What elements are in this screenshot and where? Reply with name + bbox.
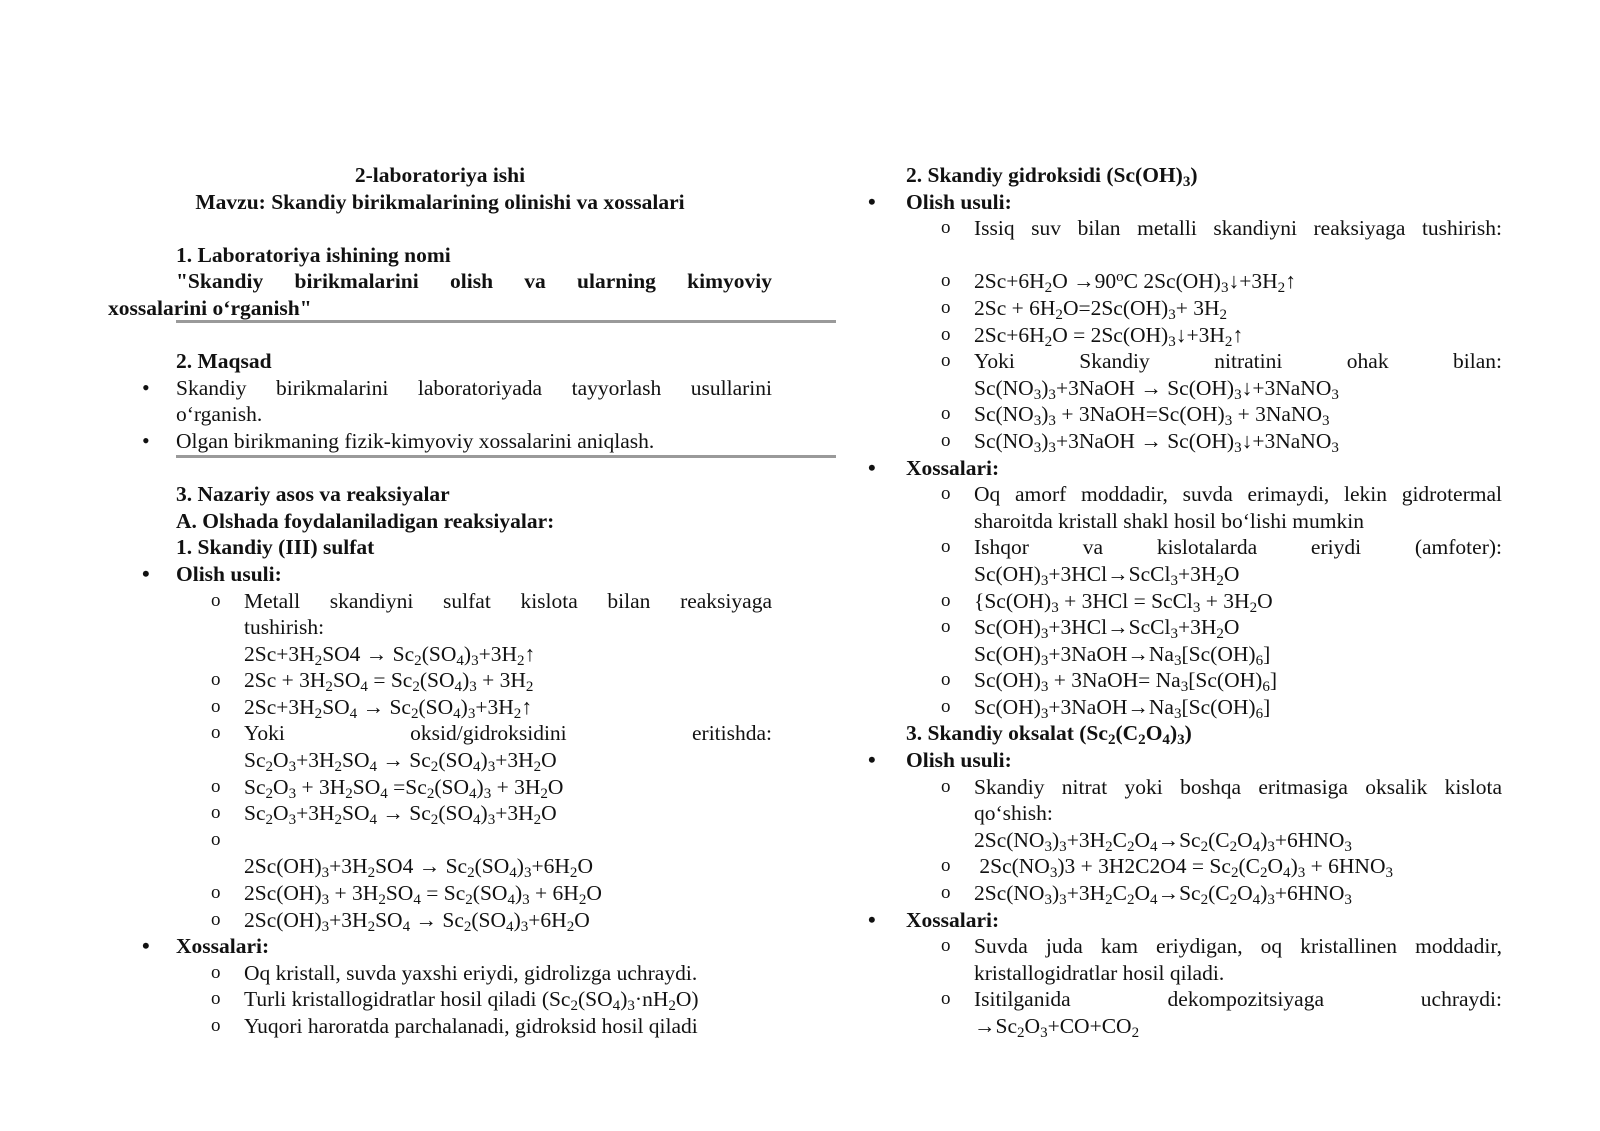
section-divider (176, 320, 836, 323)
equation: $2Sc(NO_3)_3+3H_2C_2O_4\to Sc_2(C_2O_4)_3+6HNO_3$ (974, 827, 1352, 855)
olish-label: • Olish usuli: (866, 189, 1502, 216)
method-1-line2: tushirish: (244, 615, 325, 640)
section-3-heading: 3. Nazariy asos va reaksiyalar (176, 482, 450, 507)
lab-title: 2-laboratoriya ishi (354, 163, 526, 187)
equation: o $2Sc + 6H_2O=2Sc(OH)_3+ 3H_2$ (866, 295, 1502, 322)
item-1-title: 1. Skandiy (III) sulfat (176, 535, 375, 560)
xossalari-label: • Xossalari: (108, 933, 772, 960)
left-column (108, 162, 772, 1040)
equation: o $2Sc + 3H_2SO_4 = Sc_2(SO_4)_3 + 3H_2$ (108, 667, 772, 694)
method-1: o Issiq suv bilan metalli skandiyni reaksiyaga tushirish: (866, 215, 1502, 242)
lab-name-line2: xossalarini o‘rganish" (108, 295, 312, 320)
property-2: o Turli kristallogidratlar hosil qiladi $(Sc_2(SO_4)_3\cdot nH_2O)$ (108, 986, 772, 1013)
equation: $Sc_2O_3+3H_2SO_4 \to Sc_2(SO_4)_3+3H_2O$ (244, 748, 557, 775)
equation: $Sc(NO_3)_3+3NaOH$ → $Sc(OH)_3↓+3NaNO_3$ (974, 375, 1339, 403)
equation: $Sc(OH)_3+3HCl\to ScCl_3+3H_2O$ (974, 561, 1240, 589)
equation: o $2Sc(NO_3)_3+3H_2C_2O_4\to Sc_2(C_2O_4)_3+6HNO_3$ (866, 880, 1502, 907)
section-title-hydroxide-text: 2. Skandiy gidroksidi (906, 163, 1101, 187)
equation: o $Sc(NO_3)_3$ + $3NaOH=Sc(OH)_3$ + 3NaNO$_3$ (866, 401, 1502, 428)
method-2: o Yoki Skandiy nitratini ohak bilan: (866, 348, 1502, 375)
property-3-line1: o Suvda juda kam eriydigan, oq kristallinen moddadir, (866, 933, 1502, 960)
equation: o $Sc(OH)_3$ + 3NaOH= $Na_3[Sc(OH)_6]$ (866, 667, 1502, 694)
method-1-line1: o Metall skandiyni sulfat kislota bilan reaksiyaga (108, 588, 772, 615)
property-4: o Isitilganida dekompozitsiyaga uchraydi: (866, 986, 1502, 1013)
equation: $2Sc+3H_2SO4$ → $Sc_2(SO_4)_3+3H_2↑$ (244, 641, 536, 669)
equation: o $2Sc+6H_2O \to 90^oC$ $2Sc(OH)_3↓+3H_2↑$ (866, 268, 1502, 295)
lab-topic: Mavzu: Skandiy birikmalarining olinishi va xossalari (195, 189, 685, 214)
method-3-line1: o Skandiy nitrat yoki boshqa eritmasiga oksalik kislota (866, 774, 1502, 801)
section-3-subheading: A. Olshada foydalaniladigan reaksiyalar: (176, 508, 555, 533)
equation: o $2Sc(OH)_3+3H_2SO_4 \to Sc_2(SO_4)_3+6H_2O$ (108, 907, 772, 934)
xossalari-label: • Xossalari: (866, 907, 1502, 934)
property-2-text: Turli kristallogidratlar hosil qiladi (244, 987, 537, 1012)
property-1-line2: sharoitda kristall shakl hosil bo‘lishi mumkin (974, 508, 1364, 533)
property-1: o Oq kristall, suvda yaxshi eriydi, gidrolizga uchraydi. (108, 960, 772, 987)
equation: o $Sc(OH)_3+3NaOH\to Na_3[Sc(OH)_6]$ (866, 694, 1502, 721)
olish-label: • Olish usuli: (866, 747, 1502, 774)
equation: o $2Sc(NO_3)3 + 3H2C2O4 = Sc_2(C_2O_4)_3 + 6HNO_3$ (866, 853, 1502, 880)
lab-name-line1: "Skandiy birikmalarini olish va ularning kimyoviy (176, 269, 772, 294)
goal-item-1: • Skandiy birikmalarini laboratoriyada tayyorlash usullarini (108, 375, 772, 402)
olish-label: • Olish usuli: (108, 561, 772, 588)
section-title-oxalate-text: 3. Skandiy oksalat (906, 721, 1074, 746)
equation: o $Sc_2O_3+3H_2SO_4 \to Sc_2(SO_4)_3+3H_2O$ (108, 800, 772, 827)
property-1-line1: o Oq amorf moddadir, suvda erimaydi, lekin gidrotermal (866, 481, 1502, 508)
equation: o $2Sc+3H_2SO_4$ → $Sc_2(SO_4)_3+3H_2↑$ (108, 694, 772, 721)
equation: o $Sc(NO_3)_3+3NaOH$ → $Sc(OH)_3↓+3NaNO_3$ (866, 428, 1502, 455)
equation: $Sc(OH)_3+3NaOH\to Na_3[Sc(OH)_6]$ (974, 641, 1271, 669)
section-1-heading: 1. Laboratoriya ishining nomi (176, 242, 451, 267)
property-3-line2: kristallogidratlar hosil qiladi. (974, 960, 1225, 985)
empty-list-item (108, 827, 772, 854)
method-3-line2: qo‘shish: (974, 801, 1053, 826)
goal-item-1-cont: o‘rganish. (176, 402, 263, 427)
right-column (866, 162, 1502, 1040)
property-2: o Ishqor va kislotalarda eriydi (amfoter): (866, 534, 1502, 561)
method-2-line1: o Yoki oksid/gidroksidini eritishda: (108, 720, 772, 747)
section-divider (176, 455, 836, 458)
equation: o {$Sc(OH)_3 + 3HCl$ = ScCl$_3$ + $3H_2O$ (866, 588, 1502, 615)
equation: o $Sc_2O_3 + 3H_2SO_4 =Sc_2(SO_4)_3 + 3H_2O$ (108, 774, 772, 801)
equation: o $Sc(OH)_3+3HCl\to ScCl_3+3H_2O$ (866, 614, 1502, 641)
equation: o $2Sc(OH)_3 + 3H_2SO_4 = Sc_2(SO_4)_3 + 6H_2O$ (108, 880, 772, 907)
section-title-hydroxide: 2. Skandiy gidroksidi $(Sc(OH)_3)$ (906, 163, 1198, 190)
equation: o $2Sc+6H_2O$ = $2Sc(OH)_3↓+3H_2↑$ (866, 322, 1502, 349)
section-2-heading: 2. Maqsad (176, 349, 272, 374)
equation: $2Sc(OH)_3+3H_2SO4 \to Sc_2(SO_4)_3+6H_2O$ (244, 854, 593, 882)
goal-item-2: • Olgan birikmaning fizik-kimyoviy xossalarini aniqlash. (108, 428, 772, 455)
xossalari-label: • Xossalari: (866, 455, 1502, 482)
property-3: o Yuqori haroratda parchalanadi, gidroksid hosil qiladi (108, 1013, 772, 1040)
equation: $\to Sc_2O_3+CO+CO_2$ (974, 1014, 1140, 1041)
section-title-oxalate: 3. Skandiy oksalat $(Sc_2(C_2O_4)_3)$ (906, 721, 1192, 749)
